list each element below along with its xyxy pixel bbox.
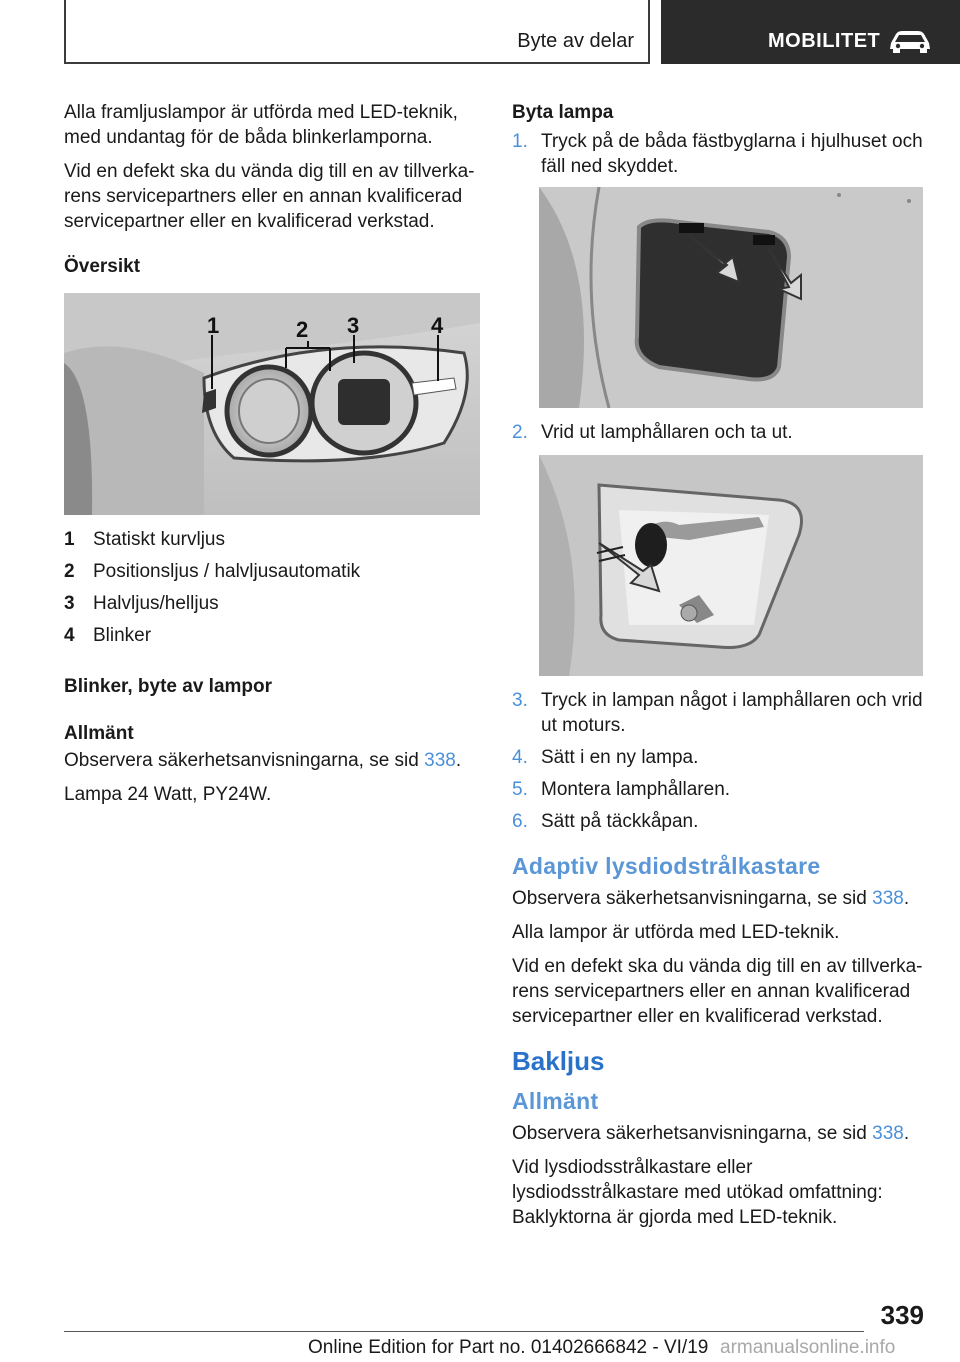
intro-paragraph-2: Vid en defekt ska du vända dig till en av tillverka-rens servicepartners eller en annan kvalificerad servicepartner eller en kvalificerad verkstad. xyxy=(64,161,475,232)
overview-heading: Översikt xyxy=(64,256,141,277)
step-item xyxy=(512,688,924,738)
step-number: 4. xyxy=(512,747,528,768)
rear-text: Observera säkerhetsanvisningarna, se sid xyxy=(512,1123,873,1144)
legend-item xyxy=(64,559,480,584)
steps-list-c xyxy=(512,688,924,834)
headlight-illustration xyxy=(64,293,480,515)
cover-illustration xyxy=(539,187,923,408)
footer-watermark: armanualsonline.info xyxy=(720,1337,896,1358)
figure-callout-2: 2 xyxy=(296,317,309,342)
steps-list-a xyxy=(512,129,924,179)
legend-item xyxy=(64,623,480,648)
legend-text: Positionsljus / halvljusautomatik xyxy=(93,561,361,582)
step-number: 5. xyxy=(512,779,528,800)
step-text: Tryck in lampan något i lamphållaren och vrid ut moturs. xyxy=(541,690,923,736)
footer-edition: Online Edition for Part no. 01402666842 - VI/19 xyxy=(308,1337,709,1358)
step-item xyxy=(512,745,924,770)
adaptive-paragraph-3: Vid en defekt ska du vända dig till en av tillverka-rens servicepartners eller en annan kvalificerad servicepartner eller en kvalificerad verkstad. xyxy=(512,956,923,1027)
rear-light-heading: Bakljus xyxy=(512,1046,605,1076)
legend-text: Blinker xyxy=(93,625,152,646)
adaptive-headlight-heading: Adaptiv lysdiodstrålkastare xyxy=(512,853,821,879)
general-paragraph xyxy=(64,748,480,773)
page-link-338[interactable]: 338 xyxy=(872,888,904,909)
figure-callout-4: 4 xyxy=(431,313,444,338)
blinker-heading: Blinker, byte av lampor xyxy=(64,676,273,697)
adaptive-paragraph-1 xyxy=(512,886,924,911)
step-item xyxy=(512,777,924,802)
headlight-overview-figure xyxy=(64,293,480,515)
legend-number: 3 xyxy=(64,593,75,614)
rear-paragraph-2: Vid lysdiodsstrålkastare eller lysdiodsstrålkastare med utökad omfattning: Baklyktorna är gjorda med LED-teknik. xyxy=(512,1157,883,1228)
header-chapter-box xyxy=(661,0,960,64)
car-icon xyxy=(887,28,933,54)
lamp-holder-illustration xyxy=(539,455,923,676)
lamp-spec: Lampa 24 Watt, PY24W. xyxy=(64,784,272,805)
step-item xyxy=(512,420,924,445)
footer-divider xyxy=(64,1331,864,1332)
step-number: 3. xyxy=(512,690,528,711)
general-text-end: . xyxy=(455,750,462,771)
rear-paragraph-1 xyxy=(512,1121,924,1146)
general-heading: Allmänt xyxy=(64,723,134,744)
adaptive-text-end: . xyxy=(903,888,910,909)
page-link-338[interactable]: 338 xyxy=(872,1123,904,1144)
step-text: Montera lamphållaren. xyxy=(541,779,731,800)
legend-text: Statiskt kurvljus xyxy=(93,529,225,550)
section-title: Byte av delar xyxy=(517,30,634,52)
figure-legend xyxy=(64,527,480,648)
adaptive-paragraph-2: Alla lampor är utförda med LED-teknik. xyxy=(512,922,840,943)
steps-list-b xyxy=(512,420,924,445)
legend-item xyxy=(64,527,480,552)
intro-paragraph-1: Alla framljuslampor är utförda med LED-teknik, med undantag för de båda blinkerlamporna. xyxy=(64,102,458,148)
chapter-title: MOBILITET xyxy=(768,30,881,52)
step-item xyxy=(512,129,924,179)
figure-callout-3: 3 xyxy=(347,313,360,338)
legend-text: Halvljus/helljus xyxy=(93,593,219,614)
rear-general-heading: Allmänt xyxy=(512,1088,599,1114)
step-text: Sätt på täckkåpan. xyxy=(541,811,699,832)
page-link-338[interactable]: 338 xyxy=(424,750,456,771)
step-item xyxy=(512,809,924,834)
page-number: 339 xyxy=(880,1300,924,1330)
left-column xyxy=(64,100,480,816)
step-text: Tryck på de båda fästbyglarna i hjulhuset och fäll ned skyddet. xyxy=(541,131,923,177)
figure-callout-1: 1 xyxy=(207,313,220,338)
legend-item xyxy=(64,591,480,616)
general-text: Observera säkerhetsanvisningarna, se sid xyxy=(64,750,425,771)
legend-number: 4 xyxy=(64,625,75,646)
step-number: 1. xyxy=(512,131,528,152)
rear-text-end: . xyxy=(903,1123,910,1144)
legend-number: 2 xyxy=(64,561,75,582)
lamp-holder-figure xyxy=(539,455,923,676)
right-column xyxy=(512,100,924,1239)
step-number: 2. xyxy=(512,422,528,443)
wheel-arch-cover-figure xyxy=(539,187,923,408)
adaptive-text: Observera säkerhetsanvisningarna, se sid xyxy=(512,888,873,909)
step-number: 6. xyxy=(512,811,528,832)
change-lamp-heading: Byta lampa xyxy=(512,102,614,123)
header-section-box xyxy=(64,0,650,64)
step-text: Sätt i en ny lampa. xyxy=(541,747,699,768)
legend-number: 1 xyxy=(64,529,75,550)
step-text: Vrid ut lamphållaren och ta ut. xyxy=(541,422,793,443)
